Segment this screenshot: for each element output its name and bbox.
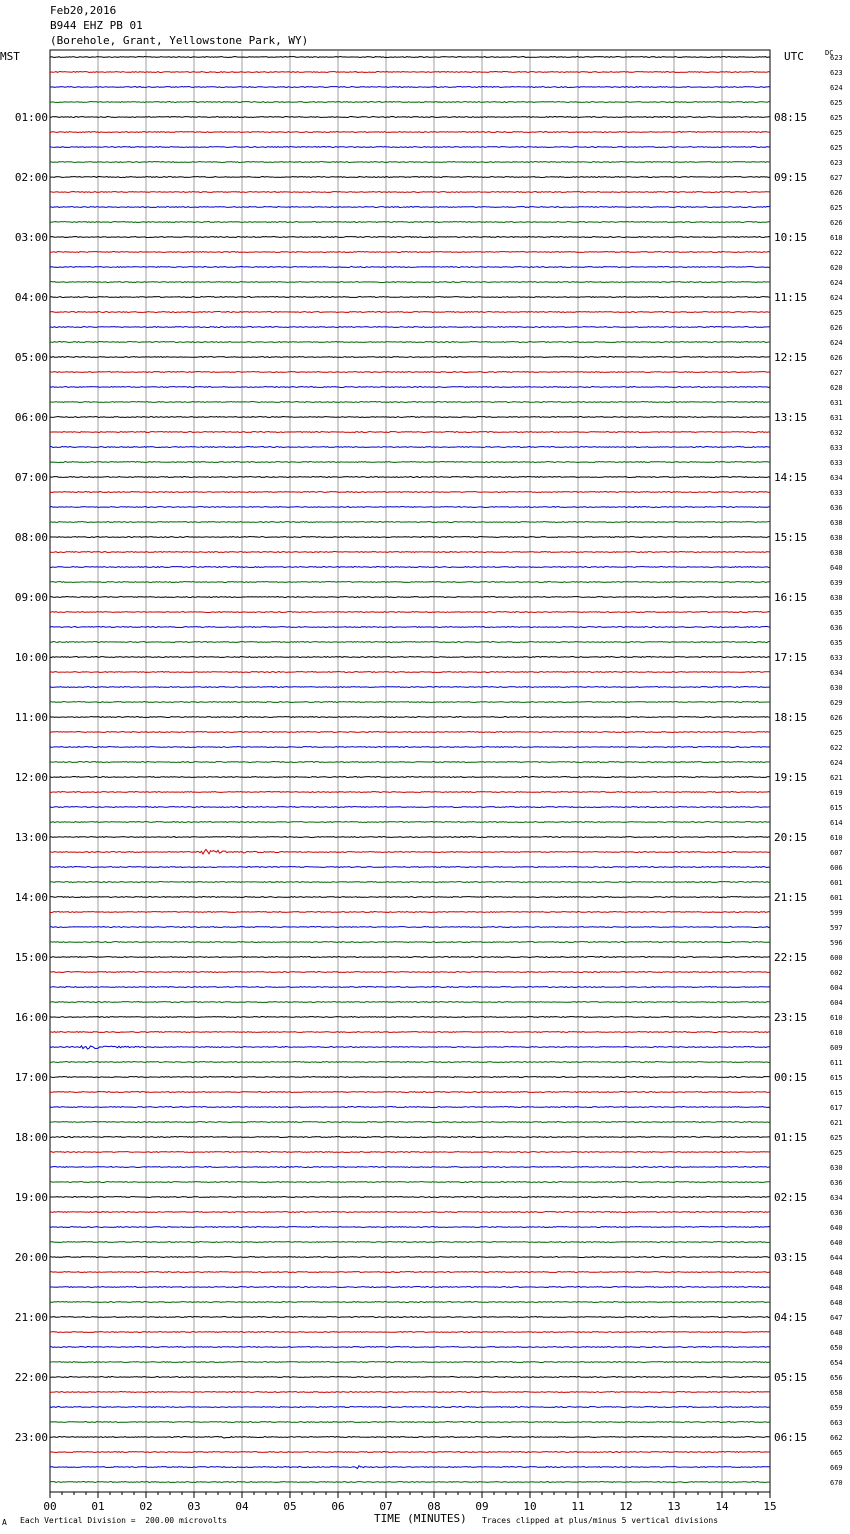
trace-row-3 [50, 102, 770, 103]
trace-row-36 [50, 597, 770, 598]
trace-row-88 [50, 1377, 770, 1378]
dc-offset-label: 610 [830, 1014, 843, 1022]
dc-offset-label: 656 [830, 1374, 843, 1382]
x-tick-label: 05 [283, 1500, 297, 1513]
dc-offset-label: 634 [830, 669, 843, 677]
trace-row-45 [50, 732, 770, 733]
trace-row-32 [50, 537, 770, 538]
utc-hour-label: 18:15 [774, 711, 808, 724]
dc-offset-label: 622 [830, 249, 843, 257]
scale-note: Each Vertical Division = 200.00 microvolts [20, 1516, 228, 1525]
trace-row-87 [50, 1362, 770, 1363]
dc-offset-label: 625 [830, 99, 843, 107]
dc-offset-label: 665 [830, 1449, 843, 1457]
station-location: (Borehole, Grant, Yellowstone Park, WY) [50, 34, 309, 47]
trace-row-24 [50, 417, 770, 418]
trace-row-19 [50, 342, 770, 343]
utc-hour-label: 19:15 [774, 771, 808, 784]
dc-offset-label: 607 [830, 849, 843, 857]
mst-hour-label: 16:00 [14, 1011, 48, 1024]
trace-row-26 [50, 447, 770, 448]
dc-offset-label: 623 [830, 54, 843, 62]
trace-row-41 [50, 672, 770, 673]
dc-offset-label: 631 [830, 399, 843, 407]
dc-offset-label: 640 [830, 1239, 843, 1247]
trace-row-18 [50, 327, 770, 328]
x-tick-label: 02 [139, 1500, 153, 1513]
utc-axis-label: UTC [784, 50, 804, 63]
dc-offset-label: 625 [830, 144, 843, 152]
dc-offset-label: 601 [830, 879, 843, 887]
dc-offset-label: 654 [830, 1359, 843, 1367]
dc-offset-label: 625 [830, 204, 843, 212]
x-tick-label: 00 [43, 1500, 57, 1513]
trace-row-16 [50, 297, 770, 298]
dc-offset-label: 623 [830, 159, 843, 167]
trace-row-42 [50, 687, 770, 688]
mst-hour-label: 17:00 [14, 1071, 48, 1084]
dc-offset-label: 610 [830, 834, 843, 842]
dc-offset-label: 630 [830, 1164, 843, 1172]
trace-row-12 [50, 237, 770, 238]
dc-offset-label: 606 [830, 864, 843, 872]
trace-row-65 [50, 1032, 770, 1033]
trace-row-78 [50, 1227, 770, 1228]
utc-hour-label: 12:15 [774, 351, 808, 364]
utc-hour-label: 23:15 [774, 1011, 808, 1024]
trace-row-25 [50, 432, 770, 433]
dc-offset-label: 624 [830, 279, 843, 287]
trace-row-48 [50, 777, 770, 778]
utc-hour-label: 16:15 [774, 591, 808, 604]
dc-offset-label: 638 [830, 549, 843, 557]
mst-hour-label: 14:00 [14, 891, 48, 904]
x-tick-label: 01 [91, 1500, 105, 1513]
trace-row-40 [50, 657, 770, 658]
x-tick-label: 15 [763, 1500, 777, 1513]
trace-row-73 [50, 1152, 770, 1153]
x-tick-label: 11 [571, 1500, 585, 1513]
dc-offset-label: 633 [830, 444, 843, 452]
dc-offset-label: 663 [830, 1419, 843, 1427]
trace-row-1 [50, 72, 770, 73]
trace-row-27 [50, 462, 770, 463]
dc-offset-label: 635 [830, 639, 843, 647]
mst-axis-label: MST [0, 50, 20, 63]
station-id: B944 EHZ PB 01 [50, 19, 143, 32]
dc-offset-label: 648 [830, 1284, 843, 1292]
x-axis-title: TIME (MINUTES) [374, 1512, 467, 1525]
trace-row-67 [50, 1062, 770, 1063]
dc-offset-label: 631 [830, 414, 843, 422]
trace-row-17 [50, 312, 770, 313]
utc-hour-label: 20:15 [774, 831, 808, 844]
dc-offset-label: 621 [830, 774, 843, 782]
dc-label: DC [825, 49, 834, 57]
trace-row-76 [50, 1197, 770, 1198]
dc-offset-label: 628 [830, 384, 843, 392]
trace-row-54 [50, 867, 770, 868]
trace-row-93 [50, 1452, 770, 1453]
utc-hour-label: 11:15 [774, 291, 808, 304]
dc-offset-label: 627 [830, 369, 843, 377]
dc-offset-label: 626 [830, 714, 843, 722]
dc-offset-label: 610 [830, 1029, 843, 1037]
trace-row-81 [50, 1272, 770, 1273]
trace-row-57 [50, 912, 770, 913]
dc-offset-label: 622 [830, 744, 843, 752]
dc-offset-label: 640 [830, 1224, 843, 1232]
trace-row-94 [50, 1466, 770, 1469]
trace-row-61 [50, 972, 770, 973]
trace-row-7 [50, 162, 770, 163]
utc-hour-label: 21:15 [774, 891, 808, 904]
trace-row-30 [50, 507, 770, 508]
dc-offset-label: 662 [830, 1434, 843, 1442]
dc-offset-label: 633 [830, 654, 843, 662]
dc-offset-label: 647 [830, 1314, 843, 1322]
trace-row-62 [50, 987, 770, 988]
mst-hour-label: 20:00 [14, 1251, 48, 1264]
dc-offset-label: 626 [830, 219, 843, 227]
trace-row-21 [50, 372, 770, 373]
trace-row-38 [50, 627, 770, 628]
trace-row-75 [50, 1182, 770, 1183]
utc-hour-label: 05:15 [774, 1371, 808, 1384]
x-tick-label: 14 [715, 1500, 729, 1513]
trace-row-8 [50, 177, 770, 178]
corner-mark: A [2, 1518, 7, 1527]
trace-row-22 [50, 387, 770, 388]
trace-row-13 [50, 252, 770, 253]
dc-offset-label: 615 [830, 804, 843, 812]
mst-hour-label: 08:00 [14, 531, 48, 544]
trace-row-89 [50, 1392, 770, 1393]
trace-row-29 [50, 492, 770, 493]
dc-offset-label: 630 [830, 684, 843, 692]
x-tick-label: 08 [427, 1500, 441, 1513]
trace-row-63 [50, 1002, 770, 1003]
dc-offset-label: 609 [830, 1044, 843, 1052]
clip-note: Traces clipped at plus/minus 5 vertical divisions [482, 1516, 719, 1525]
dc-offset-label: 632 [830, 429, 843, 437]
trace-row-69 [50, 1092, 770, 1093]
trace-row-6 [50, 147, 770, 148]
mst-hour-label: 03:00 [14, 231, 48, 244]
dc-offset-label: 617 [830, 1104, 843, 1112]
dc-offset-label: 634 [830, 1194, 843, 1202]
trace-row-28 [50, 477, 770, 478]
mst-hour-label: 21:00 [14, 1311, 48, 1324]
utc-hour-label: 15:15 [774, 531, 808, 544]
dc-offset-label: 623 [830, 69, 843, 77]
x-tick-label: 10 [523, 1500, 537, 1513]
dc-offset-label: 634 [830, 474, 843, 482]
trace-row-37 [50, 612, 770, 613]
trace-row-31 [50, 522, 770, 523]
utc-hour-label: 04:15 [774, 1311, 808, 1324]
trace-row-11 [50, 222, 770, 223]
dc-offset-label: 648 [830, 1299, 843, 1307]
dc-offset-label: 644 [830, 1254, 843, 1262]
dc-offset-label: 625 [830, 309, 843, 317]
trace-row-0 [50, 57, 770, 58]
dc-offset-label: 599 [830, 909, 843, 917]
dc-offset-label: 626 [830, 189, 843, 197]
mst-hour-label: 10:00 [14, 651, 48, 664]
plot-date: Feb20,2016 [50, 4, 117, 17]
utc-hour-label: 01:15 [774, 1131, 808, 1144]
trace-row-60 [50, 957, 770, 958]
trace-row-55 [50, 882, 770, 883]
trace-row-84 [50, 1317, 770, 1318]
trace-row-90 [50, 1407, 770, 1408]
mst-hour-label: 06:00 [14, 411, 48, 424]
dc-offset-label: 597 [830, 924, 843, 932]
dc-offset-label: 620 [830, 264, 843, 272]
trace-row-91 [50, 1422, 770, 1423]
utc-hour-label: 09:15 [774, 171, 808, 184]
trace-row-71 [50, 1122, 770, 1123]
utc-hour-label: 03:15 [774, 1251, 808, 1264]
trace-row-10 [50, 207, 770, 208]
trace-row-95 [50, 1482, 770, 1483]
trace-row-20 [50, 357, 770, 358]
x-tick-label: 13 [667, 1500, 681, 1513]
dc-offset-label: 624 [830, 339, 843, 347]
mst-hour-label: 19:00 [14, 1191, 48, 1204]
dc-offset-label: 650 [830, 1344, 843, 1352]
x-tick-label: 07 [379, 1500, 393, 1513]
dc-offset-label: 627 [830, 174, 843, 182]
trace-row-64 [50, 1017, 770, 1018]
mst-hour-label: 02:00 [14, 171, 48, 184]
trace-row-79 [50, 1242, 770, 1243]
dc-offset-label: 625 [830, 729, 843, 737]
dc-offset-label: 621 [830, 1119, 843, 1127]
dc-offset-label: 636 [830, 624, 843, 632]
trace-row-43 [50, 702, 770, 703]
mst-hour-label: 22:00 [14, 1371, 48, 1384]
mst-hour-label: 23:00 [14, 1431, 48, 1444]
mst-hour-label: 12:00 [14, 771, 48, 784]
dc-offset-label: 602 [830, 969, 843, 977]
trace-row-68 [50, 1077, 770, 1078]
dc-offset-label: 625 [830, 1149, 843, 1157]
dc-offset-label: 619 [830, 789, 843, 797]
trace-row-53 [50, 849, 770, 854]
trace-row-33 [50, 552, 770, 553]
dc-offset-label: 625 [830, 114, 843, 122]
dc-offset-label: 648 [830, 1269, 843, 1277]
trace-row-35 [50, 582, 770, 583]
mst-hour-label: 09:00 [14, 591, 48, 604]
dc-offset-label: 600 [830, 954, 843, 962]
utc-hour-label: 10:15 [774, 231, 808, 244]
mst-hour-label: 11:00 [14, 711, 48, 724]
trace-row-39 [50, 642, 770, 643]
dc-offset-label: 626 [830, 324, 843, 332]
utc-hour-label: 02:15 [774, 1191, 808, 1204]
x-tick-label: 03 [187, 1500, 201, 1513]
dc-offset-label: 611 [830, 1059, 843, 1067]
dc-offset-label: 658 [830, 1389, 843, 1397]
trace-row-56 [50, 897, 770, 898]
dc-offset-label: 635 [830, 609, 843, 617]
dc-offset-label: 615 [830, 1074, 843, 1082]
dc-offset-label: 614 [830, 819, 843, 827]
utc-hour-label: 14:15 [774, 471, 808, 484]
dc-offset-label: 618 [830, 234, 843, 242]
trace-row-50 [50, 807, 770, 808]
trace-row-15 [50, 282, 770, 283]
dc-offset-label: 624 [830, 84, 843, 92]
trace-row-82 [50, 1287, 770, 1288]
trace-row-5 [50, 132, 770, 133]
utc-hour-label: 08:15 [774, 111, 808, 124]
dc-offset-label: 596 [830, 939, 843, 947]
dc-offset-label: 669 [830, 1464, 843, 1472]
dc-offset-label: 629 [830, 699, 843, 707]
dc-offset-label: 601 [830, 894, 843, 902]
dc-offset-label: 639 [830, 579, 843, 587]
trace-row-23 [50, 402, 770, 403]
trace-row-9 [50, 192, 770, 193]
dc-offset-label: 633 [830, 459, 843, 467]
dc-offset-label: 640 [830, 564, 843, 572]
dc-offset-label: 633 [830, 489, 843, 497]
x-tick-label: 06 [331, 1500, 345, 1513]
trace-row-46 [50, 747, 770, 748]
trace-row-74 [50, 1167, 770, 1168]
trace-row-72 [50, 1137, 770, 1138]
mst-hour-label: 13:00 [14, 831, 48, 844]
trace-row-92 [50, 1437, 770, 1439]
trace-row-47 [50, 762, 770, 763]
utc-hour-label: 17:15 [774, 651, 808, 664]
trace-row-14 [50, 266, 770, 267]
dc-offset-label: 659 [830, 1404, 843, 1412]
dc-offset-label: 636 [830, 1209, 843, 1217]
trace-row-66 [50, 1046, 770, 1049]
seismic-traces [50, 57, 770, 1483]
dc-offset-label: 638 [830, 519, 843, 527]
trace-row-49 [50, 792, 770, 793]
dc-offset-label: 604 [830, 984, 843, 992]
trace-row-58 [50, 927, 770, 928]
utc-hour-label: 22:15 [774, 951, 808, 964]
utc-hour-label: 00:15 [774, 1071, 808, 1084]
mst-hour-label: 07:00 [14, 471, 48, 484]
utc-hour-label: 06:15 [774, 1431, 808, 1444]
trace-row-77 [50, 1212, 770, 1213]
mst-hour-label: 01:00 [14, 111, 48, 124]
trace-row-59 [50, 942, 770, 943]
dc-offset-label: 636 [830, 1179, 843, 1187]
mst-hour-label: 04:00 [14, 291, 48, 304]
trace-row-2 [50, 87, 770, 88]
dc-offset-label: 638 [830, 534, 843, 542]
trace-row-83 [50, 1302, 770, 1303]
dc-offset-label: 636 [830, 504, 843, 512]
dc-offset-label: 624 [830, 294, 843, 302]
dc-offset-label: 625 [830, 1134, 843, 1142]
mst-hour-label: 15:00 [14, 951, 48, 964]
utc-hour-label: 13:15 [774, 411, 808, 424]
trace-row-34 [50, 567, 770, 568]
dc-offset-label: 604 [830, 999, 843, 1007]
dc-offset-label: 615 [830, 1089, 843, 1097]
time-axis [43, 1492, 776, 1513]
mst-hour-label: 05:00 [14, 351, 48, 364]
trace-row-86 [50, 1347, 770, 1348]
dc-offset-label: 670 [830, 1479, 843, 1487]
mst-hour-label: 18:00 [14, 1131, 48, 1144]
dc-offset-label: 638 [830, 594, 843, 602]
trace-row-44 [50, 717, 770, 718]
trace-row-51 [50, 822, 770, 823]
dc-offset-label: 625 [830, 129, 843, 137]
trace-row-70 [50, 1107, 770, 1108]
x-tick-label: 04 [235, 1500, 249, 1513]
dc-offset-label: 648 [830, 1329, 843, 1337]
trace-row-4 [50, 117, 770, 118]
x-tick-label: 12 [619, 1500, 633, 1513]
trace-row-80 [50, 1257, 770, 1258]
trace-row-85 [50, 1332, 770, 1333]
dc-offset-label: 624 [830, 759, 843, 767]
x-tick-label: 09 [475, 1500, 489, 1513]
dc-offset-label: 626 [830, 354, 843, 362]
trace-row-52 [50, 837, 770, 838]
